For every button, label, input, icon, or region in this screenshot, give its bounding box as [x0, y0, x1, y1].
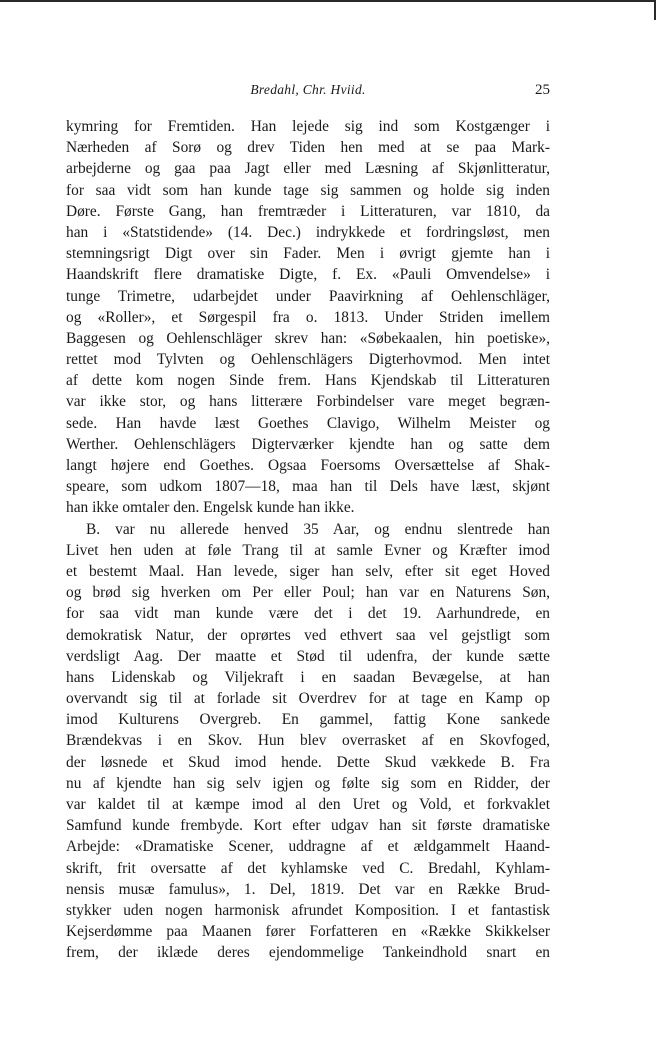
text-line: og «Roller», et Sørgespil fra o. 1813. Under Striden imellem	[66, 308, 550, 326]
running-title: Bredahl, Chr. Hviid.	[250, 82, 366, 97]
text-line: Livet hen uden at føle Trang til at samle Evner og Kræfter imod	[66, 541, 550, 559]
text-line: Arbejde: «Dramatiske Scener, uddragne af et ældgammelt Haand-	[66, 838, 550, 856]
text-line: nensis musæ famulus», 1. Del, 1819. Det var en Række Brud-	[66, 880, 550, 898]
text-line: Kejserdømme paa Maanen fører Forfatteren en «Række Skikkelser	[66, 923, 550, 941]
text-line: Baggesen og Oehlenschläger skrev han: «Søbekaalen, hin poetiske»,	[66, 329, 550, 347]
scan-edge-top	[0, 0, 656, 2]
text-line: frem, der iklæde deres ejendommelige Tankeindhold snart en	[66, 944, 550, 962]
text-line: rettet mod Tylvten og Oehlenschlägers Digterhovmod. Men intet	[66, 351, 550, 369]
text-line-paragraph-start: B. var nu allerede henved 35 Aar, og endnu slentrede han	[86, 520, 550, 538]
text-line: skrift, frit oversatte af det kyhlamske ved C. Bredahl, Kyhlam-	[66, 859, 550, 877]
text-line: han i «Statstidende» (14. Dec.) indrykkede et fordringsløst, men	[66, 223, 550, 241]
text-line: var kaldet til at kæmpe imod al den Uret og Vold, et forkvaklet	[66, 796, 550, 813]
text-line: Haandskrift flere dramatiske Digte, f. Ex. «Pauli Omvendelse» i	[66, 266, 550, 284]
text-line: Samfund kunde frembyde. Kort efter udgav han sit første dramatiske	[66, 817, 550, 835]
text-line: Werther. Oehlenschlägers Digterværker kjendte han og satte dem	[66, 435, 550, 453]
text-line: kymring for Fremtiden. Han lejede sig ind som Kostgænger i	[66, 118, 550, 135]
text-line: Brændekvas i en Skov. Hun blev overrasket af en Skovfoged,	[66, 732, 550, 750]
text-line-paragraph-end: han ikke omtaler den. Engelsk kunde han ikke.	[66, 499, 355, 517]
text-line: for saa vidt som han kunde tage sig sammen og holde sig inden	[66, 181, 550, 199]
text-line: der løsnede et Skud imod hende. Dette Skud vækkede B. Fra	[66, 753, 550, 771]
text-line: af dette kom nogen Sinde frem. Hans Kjendskab til Litteraturen	[66, 372, 550, 390]
text-line: tunge Trimetre, udarbejdet under Paavirkning af Oehlenschläger,	[66, 287, 550, 305]
text-line: speare, som udkom 1807—18, maa han til Dels have læst, skjønt	[66, 478, 550, 496]
text-line: sede. Han havde læst Goethes Clavigo, Wilhelm Meister og	[66, 414, 550, 432]
text-line: hans Lidenskab og Viljekraft i en saadan Bevægelse, at han	[66, 668, 550, 686]
text-line: verdsligt Aag. Der maatte et Stød til udenfra, der kunde sætte	[66, 647, 550, 665]
text-line: var ikke stor, og hans litterære Forbindelser vare meget begræn-	[66, 393, 550, 411]
text-line: Døre. Første Gang, han fremtræder i Litteraturen, var 1810, da	[66, 202, 550, 220]
text-line: Nærheden af Sorø og drev Tiden hen med at se paa Mark-	[66, 139, 550, 157]
text-line: stemningsrigt Digt over sin Fader. Men i øvrigt gjemte han i	[66, 245, 550, 263]
text-line: langt højere end Goethes. Ogsaa Foersoms Oversættelse af Shak-	[66, 457, 550, 474]
text-line: imod Kulturens Overgreb. En gammel, fattig Kone sankede	[66, 711, 550, 729]
text-line: overvandt sig til at forlade sit Overdrev for at tage en Kamp op	[66, 690, 550, 708]
text-line: et bestemt Maal. Han levede, siger han selv, efter sit eget Hoved	[66, 562, 550, 580]
body-text	[66, 116, 550, 964]
text-line: nu af kjendte han sig selv igjen og følte sig som en Ridder, der	[66, 774, 550, 792]
text-line: stykker uden nogen harmonisk afrundet Komposition. I et fantastisk	[66, 901, 550, 919]
text-line: demokratisk Natur, der oprørtes ved ethvert saa vel gejstligt som	[66, 626, 550, 644]
text-line: og brød sig hverken om Per eller Poul; han var en Naturens Søn,	[66, 584, 550, 602]
page-number: 25	[535, 82, 550, 98]
text-line: arbejderne og gaa paa Jagt eller med Læsning af Skjønlitteratur,	[66, 160, 550, 178]
text-line: for saa vidt man kunde være det i det 19. Aarhundrede, en	[66, 605, 550, 623]
running-head	[66, 82, 550, 102]
